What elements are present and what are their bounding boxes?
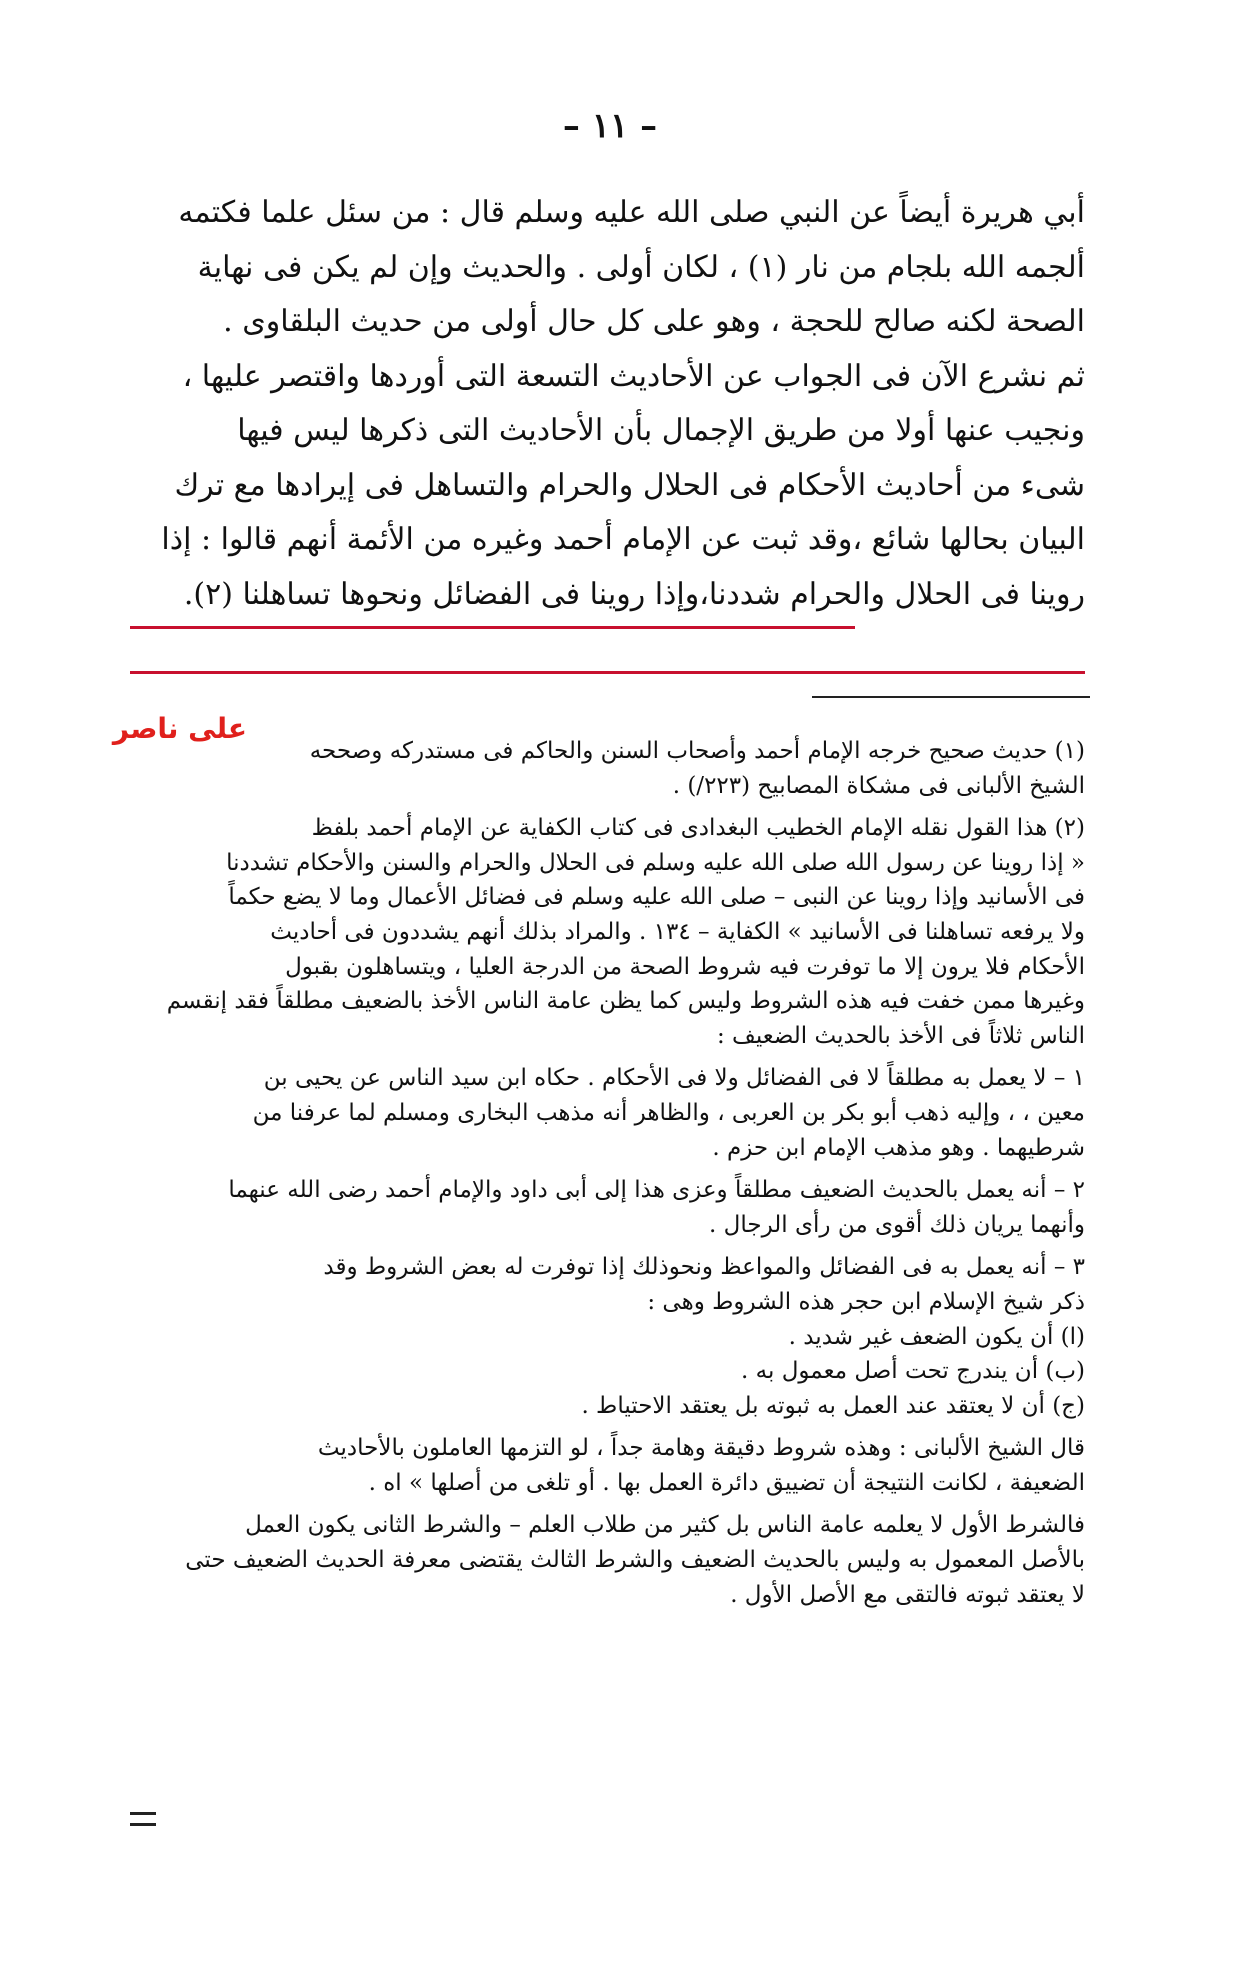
red-underline-2 (130, 671, 1085, 674)
footnote-line: ولا يرفعه تساهلنا فى الأسانيد » الكفاية – ١٣٤ . والمراد بذلك أنهم يشددون فى أحاديث (270, 918, 1085, 945)
footnote-line: لا يعتقد ثبوته فالتقى مع الأصل الأول . (730, 1581, 1085, 1608)
footnote-line: ٣ – أنه يعمل به فى الفضائل والمواعظ ونحوذلك إذا توفرت له بعض الشروط وقد (323, 1254, 1085, 1281)
spacer (135, 803, 1085, 811)
main-line: ثم نشرع الآن فى الجواب عن الأحاديث التسعة التى أوردها واقتصر عليها ، (182, 358, 1085, 394)
footnote-line: فى الأسانيد وإذا روينا عن النبى – صلى الله عليه وسلم فى فضائل الأعمال وما لا يضع حكماً (228, 884, 1085, 911)
spacer (135, 1165, 1085, 1173)
main-line: الصحة لكنه صالح للحجة ، وهو على كل حال أولى من حديث البلقاوى . (223, 304, 1085, 339)
footnote-line: بالأصل المعمول به وليس بالحديث الضعيف والشرط الثالث يقتضى معرفة الحديث الضعيف حتى (185, 1547, 1085, 1574)
main-line: البيان بحالها شائع ،وقد ثبت عن الإمام أحمد وغيره من الأئمة أنهم قالوا : إذا (161, 522, 1085, 557)
footnote-line: ٢ – أنه يعمل بالحديث الضعيف مطلقاً وعزى هذا إلى أبى داود والإمام أحمد رضى الله عنهما (228, 1177, 1085, 1204)
footnote-line: شرطيهما . وهو مذهب الإمام ابن حزم . (712, 1134, 1085, 1161)
footnote-line: (ج) أن لا يعتقد عند العمل به ثبوته بل يعتقد الاحتياط . (581, 1392, 1085, 1419)
footnote-line: وغيرها ممن خفت فيه هذه الشروط وليس كما يظن عامة الناس الأخذ بالضعيف مطلقاً فقد إنقسم (166, 988, 1085, 1015)
footnote-line: ١ – لا يعمل به مطلقاً لا فى الفضائل ولا فى الأحكام . حكاه ابن سيد الناس عن يحيى بن (263, 1065, 1085, 1092)
footnote-line: الناس ثلاثاً فى الأخذ بالحديث الضعيف : (716, 1022, 1085, 1049)
spacer (135, 1242, 1085, 1250)
footnote-line: ذكر شيخ الإسلام ابن حجر هذه الشروط وهى : (647, 1288, 1085, 1315)
red-underline-1 (130, 626, 855, 629)
footnote-line: (٢) هذا القول نقله الإمام الخطيب البغدادى فى كتاب الكفاية عن الإمام أحمد بلفظ (311, 815, 1085, 842)
footnote-line: قال الشيخ الألبانى : وهذه شروط دقيقة وهامة جداً ، لو التزمها العاملون بالأحاديث (317, 1435, 1085, 1462)
handwritten-note: على ناصر (112, 712, 248, 745)
footnote-line: وأنهما يريان ذلك أقوى من رأى الرجال . (709, 1211, 1085, 1238)
footnote-line: (ا) أن يكون الضعف غير شديد . (788, 1323, 1085, 1350)
footnote-separator (812, 696, 1090, 698)
footnote-line: الأحكام فلا يرون إلا ما توفرت فيه شروط الصحة من الدرجة العليا ، ويتساهلون بقبول (285, 953, 1085, 980)
footnote-line: معين ، ، وإليه ذهب أبو بكر بن العربى ، والظاهر أنه مذهب البخارى ومسلم لما عرفنا من (252, 1099, 1085, 1126)
page-number: – ١١ – (562, 106, 658, 146)
main-line: روينا فى الحلال والحرام شددنا،وإذا روينا فى الفضائل ونحوها تساهلنا (٢). (183, 576, 1085, 612)
main-line: شىء من أحاديث الأحكام فى الحلال والحرام والتساهل فى إيرادها مع ترك (174, 467, 1085, 503)
main-line: ألجمه الله بلجام من نار (١) ، لكان أولى . والحديث وإن لم يكن فى نهاية (197, 249, 1085, 285)
spacer (135, 1500, 1085, 1508)
main-line: ونجيب عنها أولا من طريق الإجمال بأن الأحاديث التى ذكرها ليس فيها (237, 413, 1085, 448)
footnotes (135, 734, 1085, 1612)
footnote-line: « إذا روينا عن رسول الله صلى الله عليه وسلم فى الحلال والحرام والسنن والأحكام تشددنا (226, 849, 1085, 876)
footnote-line: الضعيفة ، لكانت النتيجة أن تضييق دائرة العمل بها . أو تلغى من أصلها » اه . (368, 1469, 1085, 1496)
main-line: أبي هريرة أيضاً عن النبي صلى الله عليه وسلم قال : من سئل علما فكتمه (178, 195, 1085, 230)
end-mark (130, 1812, 156, 1826)
footnote-line: الشيخ الألبانى فى مشكاة المصابيح (٢٢٣/) . (672, 772, 1085, 799)
main-text (135, 186, 1085, 622)
footnote-line: (ب) أن يندرج تحت أصل معمول به . (741, 1358, 1085, 1385)
spacer (135, 1423, 1085, 1431)
footnote-line: فالشرط الأول لا يعلمه عامة الناس بل كثير من طلاب العلم – والشرط الثانى يكون العمل (245, 1512, 1085, 1539)
spacer (135, 1053, 1085, 1061)
footnote-line: (١) حديث صحيح خرجه الإمام أحمد وأصحاب السنن والحاكم فى مستدركه وصححه (309, 738, 1085, 764)
